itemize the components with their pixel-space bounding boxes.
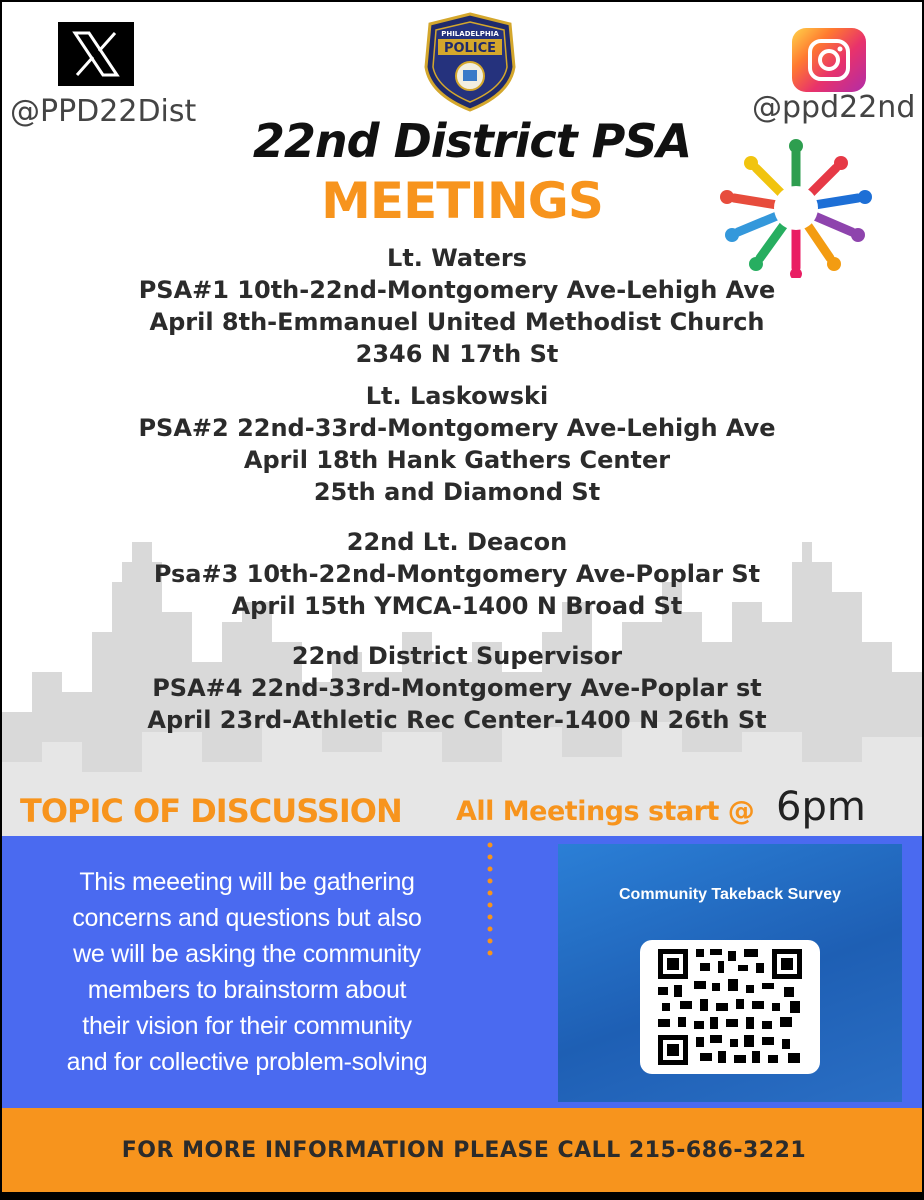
- flyer-title: 22nd District PSA: [252, 114, 692, 168]
- meeting-line: PSA#1 10th-22nd-Montgomery Ave-Lehigh Ave: [138, 276, 776, 304]
- meeting-line: PSA#2 22nd-33rd-Montgomery Ave-Lehigh Ave: [138, 414, 776, 442]
- meeting-psa4: [42, 640, 872, 736]
- x-handle[interactable]: @PPD22Dist: [10, 94, 197, 129]
- flyer-subtitle: MEETINGS: [321, 172, 603, 230]
- meeting-line: Lt. Laskowski: [365, 382, 549, 410]
- dotted-divider: [485, 840, 495, 960]
- instagram-logo-icon[interactable]: [792, 28, 866, 92]
- qr-code-icon[interactable]: [652, 945, 808, 1069]
- meeting-psa3: [42, 526, 872, 622]
- contact-phone-text[interactable]: FOR MORE INFORMATION PLEASE CALL 215-686-3221: [121, 1137, 807, 1163]
- description-line: we will be asking the community: [73, 940, 421, 968]
- meeting-line: April 8th-Emmanuel United Methodist Church: [149, 308, 765, 336]
- meetings-list: [42, 242, 872, 746]
- discussion-panel: [2, 836, 924, 1108]
- description-line: concerns and questions but also: [72, 904, 422, 932]
- topic-heading: TOPIC OF DISCUSSION: [20, 792, 402, 830]
- meeting-line: 22nd Lt. Deacon: [346, 528, 568, 556]
- qr-card[interactable]: [640, 940, 820, 1074]
- meeting-line: Lt. Waters: [387, 244, 527, 272]
- meeting-line: 25th and Diamond St: [313, 478, 601, 506]
- discussion-description: [32, 864, 462, 1080]
- start-time: 6pm: [776, 784, 866, 830]
- meeting-psa2: [42, 380, 872, 508]
- badge-city-text: PHILADELPHIA: [441, 30, 499, 38]
- meeting-line: April 15th YMCA-1400 N Broad St: [231, 592, 683, 620]
- badge-police-text: POLICE: [443, 41, 497, 56]
- bottom-edge: [2, 1192, 924, 1200]
- description-line: members to brainstorm about: [87, 976, 407, 1004]
- meeting-line: 2346 N 17th St: [355, 340, 559, 368]
- footer-banner: [2, 1108, 924, 1192]
- description-line: their vision for their community: [82, 1012, 412, 1040]
- police-badge-icon: [420, 12, 520, 112]
- survey-title: Community Takeback Survey: [618, 886, 841, 903]
- meeting-line: April 18th Hank Gathers Center: [243, 446, 671, 474]
- meeting-line: Psa#3 10th-22nd-Montgomery Ave-Poplar St: [153, 560, 761, 588]
- meeting-line: April 23rd-Athletic Rec Center-1400 N 26th St: [147, 706, 767, 734]
- description-line: and for collective problem-solving: [66, 1048, 428, 1076]
- meeting-line: 22nd District Supervisor: [291, 642, 623, 670]
- topic-row: [20, 784, 920, 836]
- start-label: All Meetings start @: [456, 796, 755, 827]
- meeting-psa1: [42, 242, 872, 370]
- survey-card[interactable]: [558, 844, 902, 1102]
- x-logo-icon[interactable]: [58, 22, 134, 86]
- description-line: This meeeting will be gathering: [79, 868, 415, 896]
- instagram-handle[interactable]: @ppd22nd: [752, 90, 916, 125]
- meeting-line: PSA#4 22nd-33rd-Montgomery Ave-Poplar st: [152, 674, 762, 702]
